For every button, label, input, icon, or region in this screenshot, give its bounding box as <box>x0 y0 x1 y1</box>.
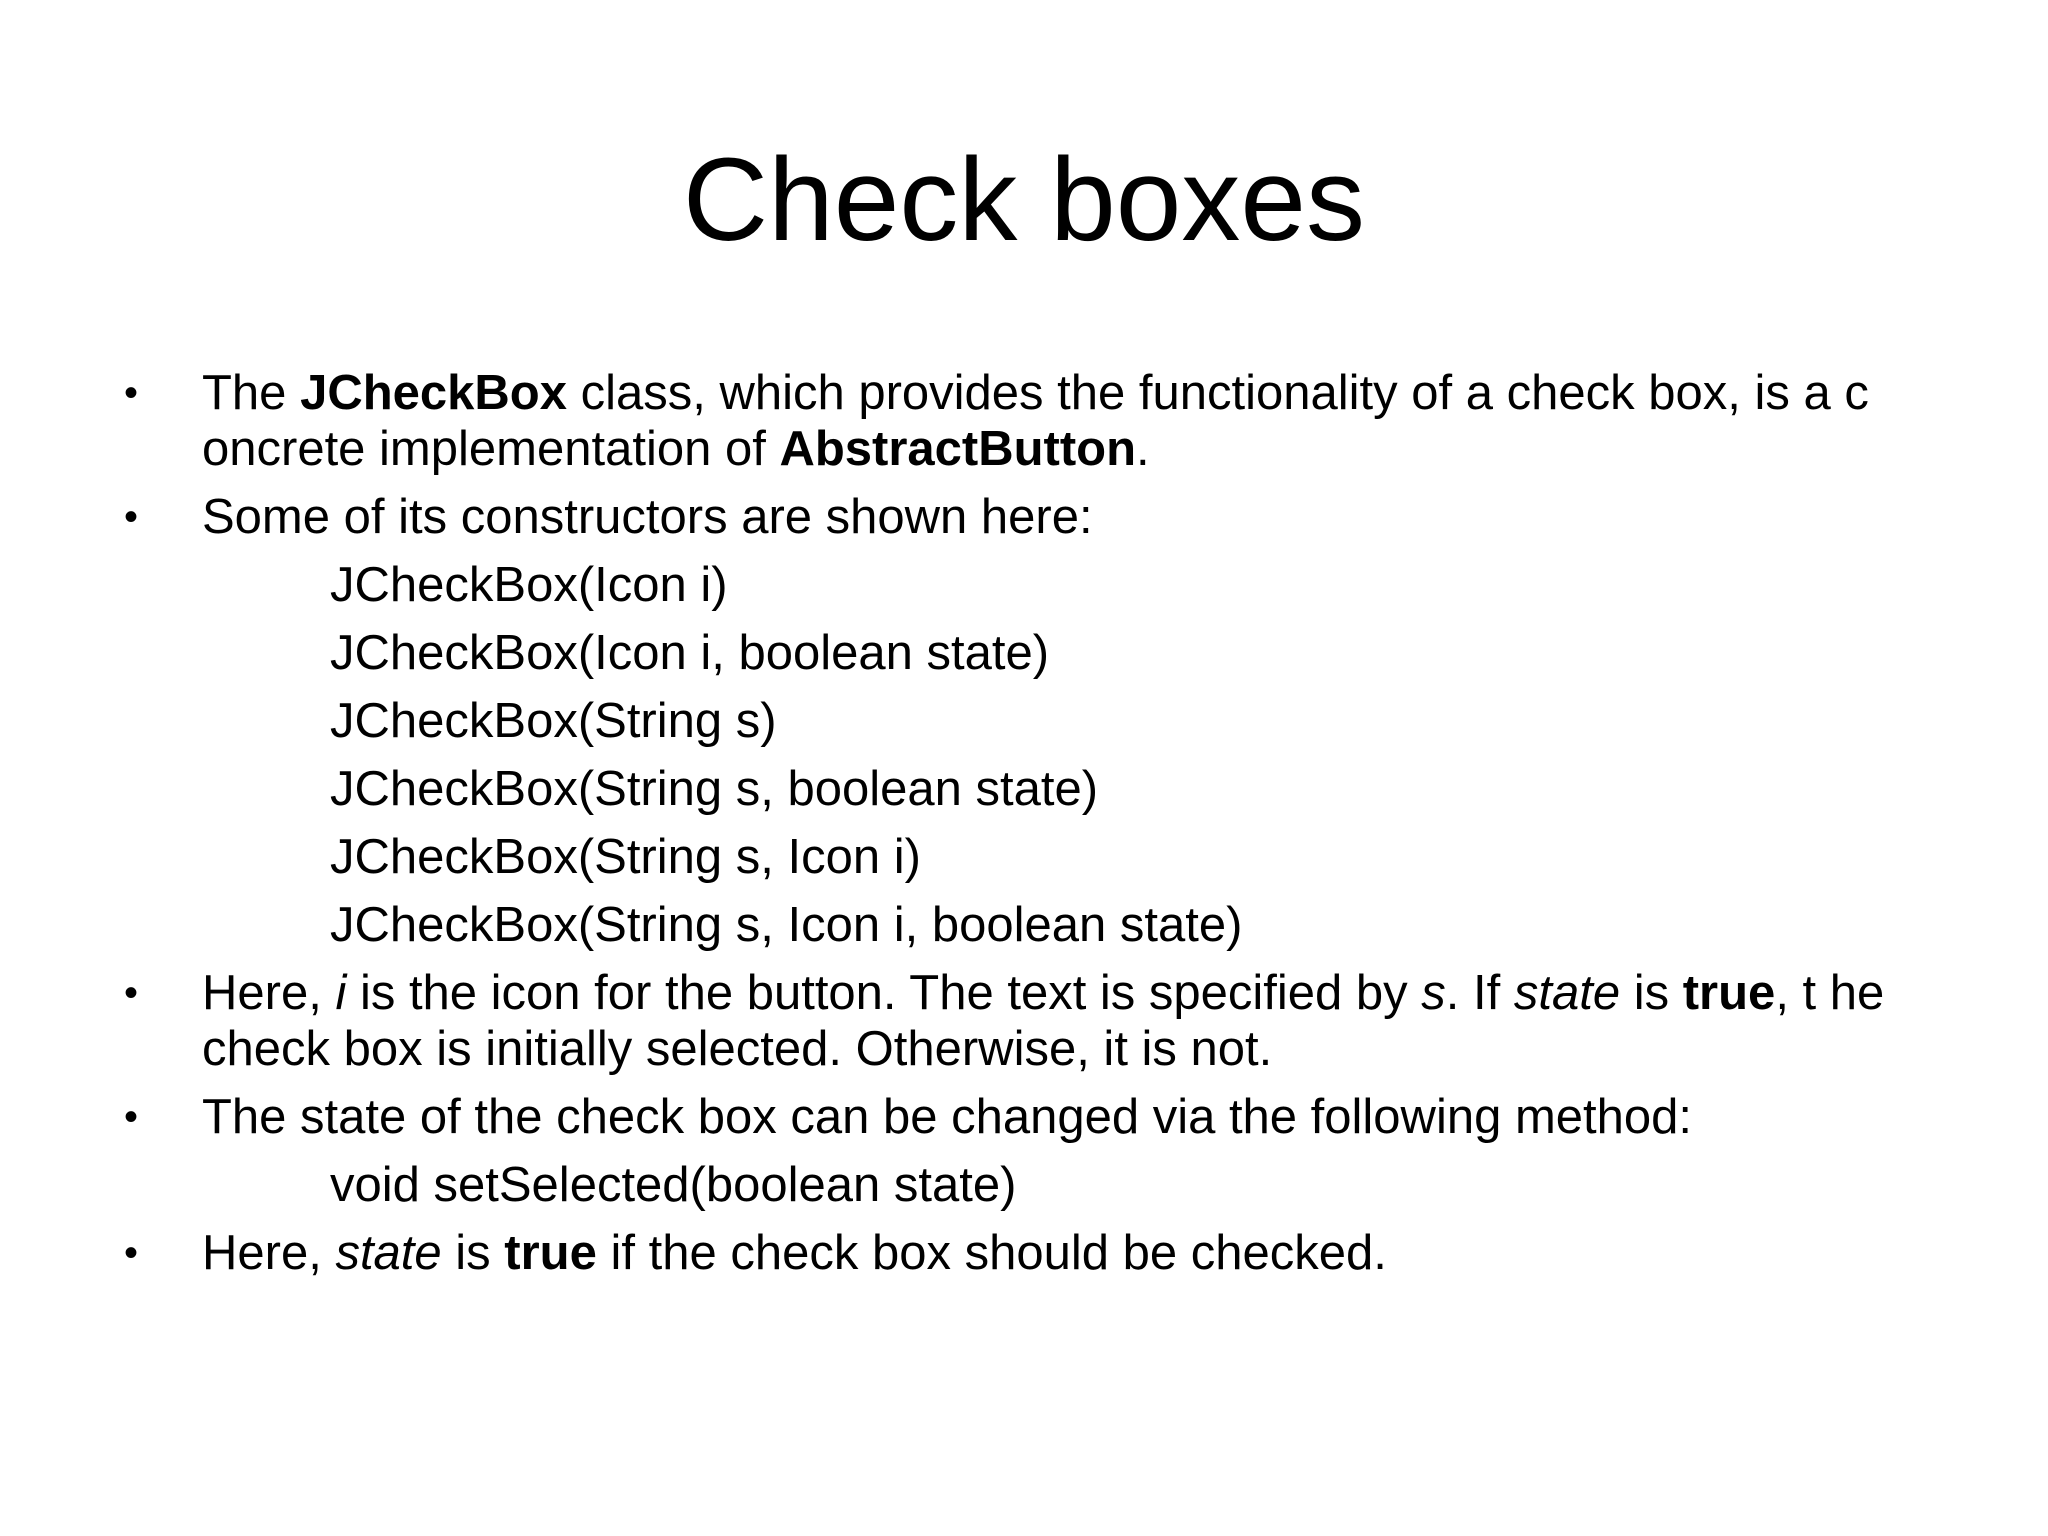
bullet-text: The <box>202 366 301 420</box>
bullet-text: Some of its constructors are shown here: <box>202 490 1093 544</box>
bullet-italic-term: i <box>335 966 347 1020</box>
bullet-text: Here, <box>202 966 336 1020</box>
bullet-parameter-explanation <box>124 965 1944 1077</box>
constructor-line: JCheckBox(String s, Icon i, boolean state) <box>330 898 1243 952</box>
constructor-line: JCheckBox(String s) <box>330 694 777 748</box>
bullet-text: , t he check box is initially selected. Otherwise, it is not. <box>202 966 1885 1076</box>
bullet-jcheckbox-class <box>124 365 1944 477</box>
bullet-dot: • <box>124 1095 139 1139</box>
bullet-state-true <box>124 1225 1944 1281</box>
bullet-text: The state of the check box can be changed via the following method: <box>202 1090 1693 1144</box>
bullet-bold-term: AbstractButton <box>779 422 1137 476</box>
bullet-italic-term: state <box>335 1226 442 1280</box>
bullet-dot: • <box>124 1231 139 1275</box>
bullet-bold-term: JCheckBox <box>300 366 567 420</box>
bullet-text: is the icon for the button. The text is specified by <box>346 966 1422 1020</box>
constructor-line: JCheckBox(String s, Icon i) <box>330 830 921 884</box>
slide-body <box>124 365 1944 1293</box>
bullet-text: if the check box should be checked. <box>596 1226 1387 1280</box>
bullet-text: is <box>441 1226 505 1280</box>
bullet-text: . <box>1136 422 1150 476</box>
constructor-line: JCheckBox(Icon i, boolean state) <box>330 626 1050 680</box>
constructor-line: JCheckBox(String s, boolean state) <box>330 762 1099 816</box>
bullet-state-change <box>124 1089 1944 1145</box>
slide-title: Check boxes <box>682 134 1366 266</box>
bullet-text: is <box>1620 966 1683 1020</box>
bullet-bold-term: true <box>1682 966 1776 1020</box>
bullet-text: class, which provides the functionality of a check box, is a c oncrete implementation of <box>202 366 1869 476</box>
bullet-dot: • <box>124 495 139 539</box>
bullet-dot: • <box>124 371 139 415</box>
bullet-constructors-intro <box>124 489 1944 545</box>
bullet-dot: • <box>124 971 139 1015</box>
method-line: void setSelected(boolean state) <box>330 1158 1017 1212</box>
bullet-text: . If <box>1445 966 1514 1020</box>
bullet-italic-term: s <box>1421 966 1446 1020</box>
constructor-line: JCheckBox(Icon i) <box>330 558 728 612</box>
bullet-text: Here, <box>202 1226 336 1280</box>
bullet-italic-term: state <box>1513 966 1621 1020</box>
bullet-bold-term: true <box>504 1226 597 1280</box>
